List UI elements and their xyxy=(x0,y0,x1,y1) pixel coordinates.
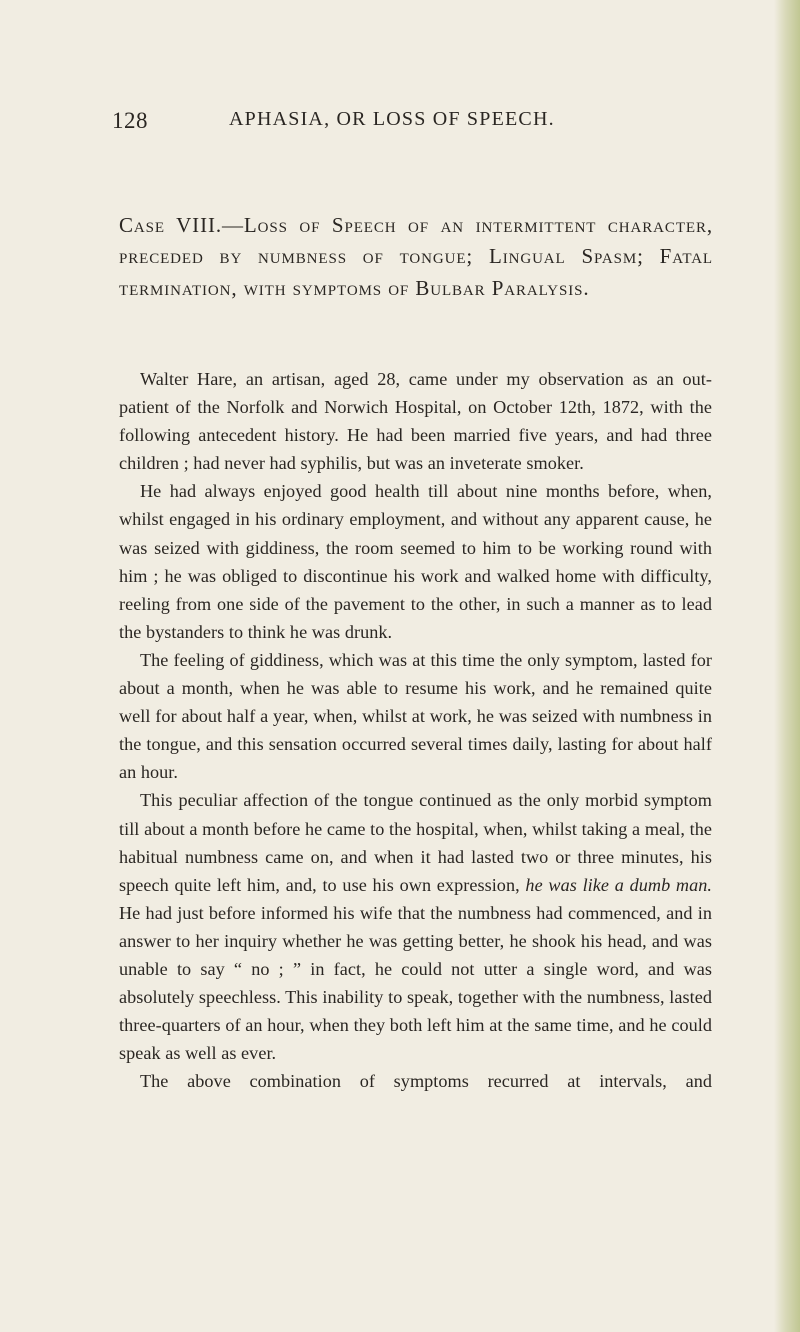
page-number: 128 xyxy=(112,108,148,133)
page-header xyxy=(112,108,702,144)
case-heading: Case VIII.—Loss of Speech of an intermittent character, preceded by numbness of tongue; Lingual Spasm; Fatal termination, with symptoms of Bulbar Paralysis. xyxy=(119,213,713,300)
paragraph-text: This peculiar affection of the tongue continued as the only morbid symptom till about a month before he came to the hospital, when, whilst taking a meal, the habitual numbness came on, and when it had lasted two or three minutes, his speech quite left him, and, to use his own expression, xyxy=(119,790,712,895)
paragraph: The above combination of symptoms recurred at intervals, and xyxy=(140,1071,712,1092)
page-edge-shading xyxy=(774,0,800,1332)
paragraph: Walter Hare, an artisan, aged 28, came under my observation as an out-patient of the Norfolk and Norwich Hospital, on October 12th, 1872, with the following antecedent history. He had been married five years, and had three children ; had never had syphilis, but was an inveterate smoker. xyxy=(119,369,712,474)
italic-quote: he was like a dumb man. xyxy=(525,874,712,895)
paragraph-text: He had just before informed his wife that the numbness had commenced, and in answer to her inquiry whether he was getting better, he shook his head, and was unable to say “ no ; ” in fact, he could not utter a single word, and was absolutely speechless. This inability to speak, together with the numbness, lasted three-quarters of an hour, when they both left him at the same time, and he could speak as well as ever. xyxy=(119,902,712,1064)
paragraph: He had always enjoyed good health till about nine months before, when, whilst engaged in his ordinary employment, and without any apparent cause, he was seized with giddiness, the room seemed to him to be working round with him ; he was obliged to discontinue his work and walked home with difficulty, reeling from one side of the pavement to the other, in such a manner as to lead the bystanders to think he was drunk. xyxy=(119,481,712,642)
paragraph: The feeling of giddiness, which was at this time the only symptom, lasted for about a month, when he was able to resume his work, and he remained quite well for about half a year, when, whilst at work, he was seized with numbness in the tongue, and this sensation occurred several times daily, lasting for about half an hour. xyxy=(119,649,712,783)
body-text xyxy=(119,365,712,1095)
paragraph xyxy=(119,786,712,1067)
running-title: APHASIA, OR LOSS OF SPEECH. xyxy=(229,108,555,130)
